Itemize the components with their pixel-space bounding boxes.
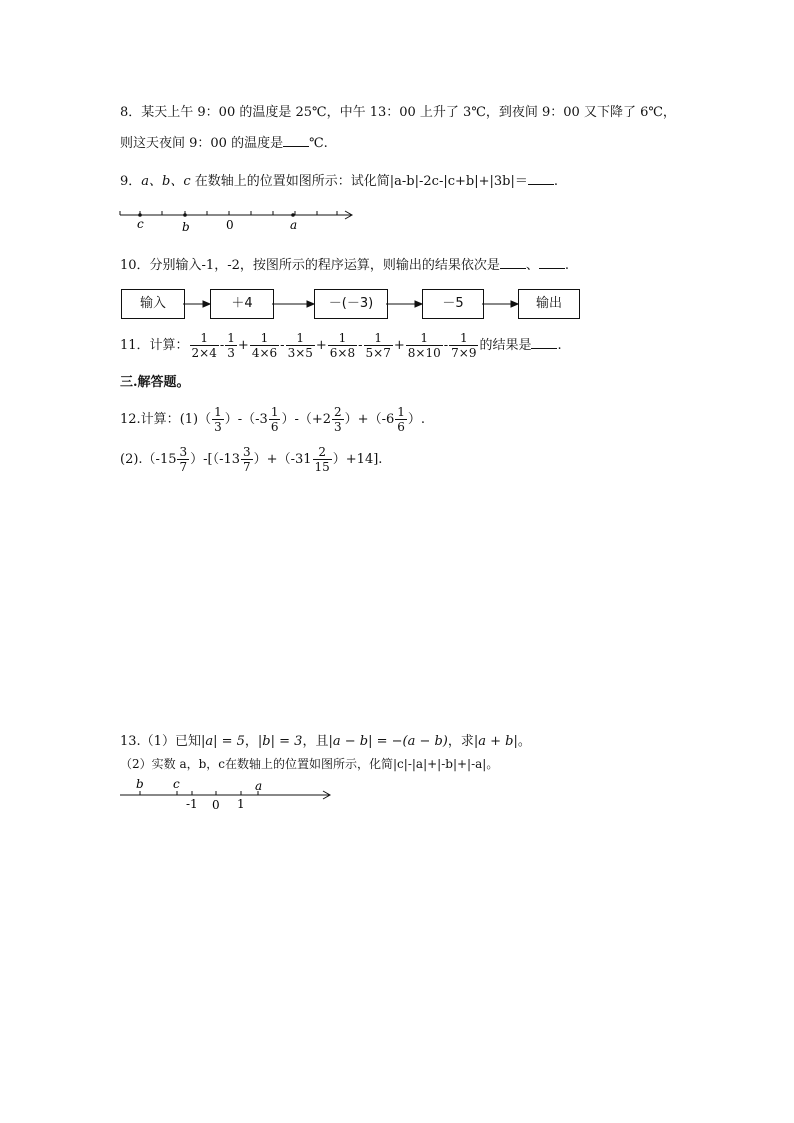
q13-end: 。 (517, 734, 531, 749)
q10-box-minus-neg3: －(－3) (314, 289, 388, 319)
q10-blank-2 (539, 256, 565, 269)
q11-frac-2: $\frac{1}{3}$ (227, 331, 235, 360)
q13-cond-1: |a| = 5 (200, 734, 245, 749)
q12-frac-7: $\frac{2}{15}$ (314, 445, 330, 474)
q13-cond-3: |a − b| = −(a − b) (328, 734, 448, 749)
q9-number-line (115, 205, 360, 235)
q13-label-a: a (255, 779, 263, 793)
q12-frac-1: $\frac{1}{3}$ (214, 405, 222, 434)
q9-end: . (553, 174, 558, 189)
q12-frac-3: $\frac{2}{3}$ (334, 405, 342, 434)
q8-line2 (120, 134, 328, 153)
q11-line (120, 328, 562, 364)
q9-text (120, 172, 558, 191)
q9-label-c: c (137, 217, 144, 231)
q13-label-c: c (173, 777, 180, 791)
q10-box-output: 输出 (518, 289, 580, 319)
q12-u4: ）+14]. (332, 452, 383, 467)
q12-t4: ）+（-6 (344, 412, 395, 427)
q10-arrows (183, 296, 523, 312)
q12-t1: （ (198, 412, 212, 427)
q13-label-0: 0 (212, 798, 220, 811)
q9-body: 在数轴上的位置如图所示：试化简|a-b|-2c-|c+b|+|3b|＝ (190, 174, 528, 189)
q10-box-plus4: ＋4 (210, 289, 274, 319)
q13-line2: （2）实数 a，b，c在数轴上的位置如图所示，化简|c|-|a|+|-b|+|-a|。 (120, 757, 499, 771)
q11-suffix: 的结果是 (479, 338, 532, 353)
q12-u1: （-15 (142, 452, 177, 467)
q12-frac-2: $\frac{1}{6}$ (270, 405, 279, 434)
q8-answer-blank (283, 134, 309, 147)
section-heading: 三.解答题。 (120, 375, 190, 390)
q13-sep-2: ，且 (302, 734, 329, 749)
q12-t5: ）. (407, 412, 426, 427)
q11-frac-8: $\frac{1}{7\times 9}$ (451, 331, 477, 360)
q11-op-2: + (237, 338, 249, 353)
q11-answer-blank (531, 336, 557, 349)
q10-sep: 、 (525, 258, 539, 273)
q13-number-line (115, 775, 337, 811)
q11-frac-6: $\frac{1}{5\times 7}$ (365, 331, 391, 360)
q9-number: 9． (120, 174, 142, 189)
q9-vars: a、b、c (141, 174, 191, 189)
q13-target: |a + b| (473, 734, 518, 749)
q11-op-5: - (358, 338, 363, 353)
q8-unit: ℃. (309, 136, 328, 151)
q11-op-7: - (443, 338, 449, 353)
q11-prefix: 11．计算： (120, 338, 189, 353)
q11-end: . (557, 338, 562, 353)
q11-frac-4: $\frac{1}{3\times 5}$ (287, 331, 313, 360)
q12-part1-label: (1) (179, 412, 199, 427)
q12-frac-5: $\frac{3}{7}$ (179, 445, 188, 474)
q13-sep-1: ， (244, 734, 258, 749)
q11-op-6: + (393, 338, 405, 353)
q12-u3: ）+（-31 (253, 452, 312, 467)
q12-frac-6: $\frac{3}{7}$ (243, 445, 251, 474)
q11-frac-1: $\frac{1}{2\times 4}$ (191, 331, 217, 360)
q10-text (120, 256, 569, 275)
q12-u2: ）-[（-13 (190, 452, 241, 467)
q13-label-b: b (136, 777, 144, 791)
q9-label-a: a (290, 218, 298, 232)
q13-label-1: 1 (237, 797, 245, 811)
q13-sep-3: ，求 (447, 734, 474, 749)
q8-line1: 8．某天上午 9：00 的温度是 25℃，中午 13：00 上升了 3℃，到夜间 9：00 又下降了 6℃， (120, 105, 676, 120)
q13-line1 (120, 733, 531, 751)
q9-point-b (183, 213, 187, 217)
q12-part2-label: (2). (120, 452, 143, 467)
q13-label-neg1: -1 (186, 797, 198, 811)
q12-part1 (120, 402, 425, 438)
q10-box-minus5: －5 (422, 289, 484, 319)
q12-part2 (120, 442, 382, 478)
q9-answer-blank (528, 172, 554, 185)
q9-label-0: 0 (226, 218, 234, 232)
q10-end: . (564, 258, 570, 273)
q12-frac-4: $\frac{1}{6}$ (397, 405, 405, 434)
q11-frac-7: $\frac{1}{8\times 10}$ (407, 331, 441, 360)
q9-label-b: b (182, 220, 190, 234)
q9-point-a (291, 213, 295, 217)
q8-line2-text: 则这天夜间 9：00 的温度是 (120, 136, 284, 151)
q12-label: 12.计算： (120, 412, 180, 427)
q13-cond-2: |b| = 3 (257, 734, 303, 749)
q10-box-input: 输入 (121, 289, 185, 319)
q12-t2: ）-（-3 (224, 412, 268, 427)
q10-body: 10．分别输入-1，-2，按图所示的程序运算，则输出的结果依次是 (120, 258, 500, 273)
q11-frac-3: $\frac{1}{4\times 6}$ (251, 331, 278, 360)
q11-frac-5: $\frac{1}{6\times 8}$ (329, 331, 356, 360)
q12-t3: ）-（+2 (281, 412, 332, 427)
q10-blank-1 (500, 256, 526, 269)
q11-op-3: - (280, 338, 285, 353)
q11-op-1: - (219, 338, 225, 353)
q11-op-4: + (315, 338, 327, 353)
q13-label: 13.（1）已知 (120, 734, 201, 749)
